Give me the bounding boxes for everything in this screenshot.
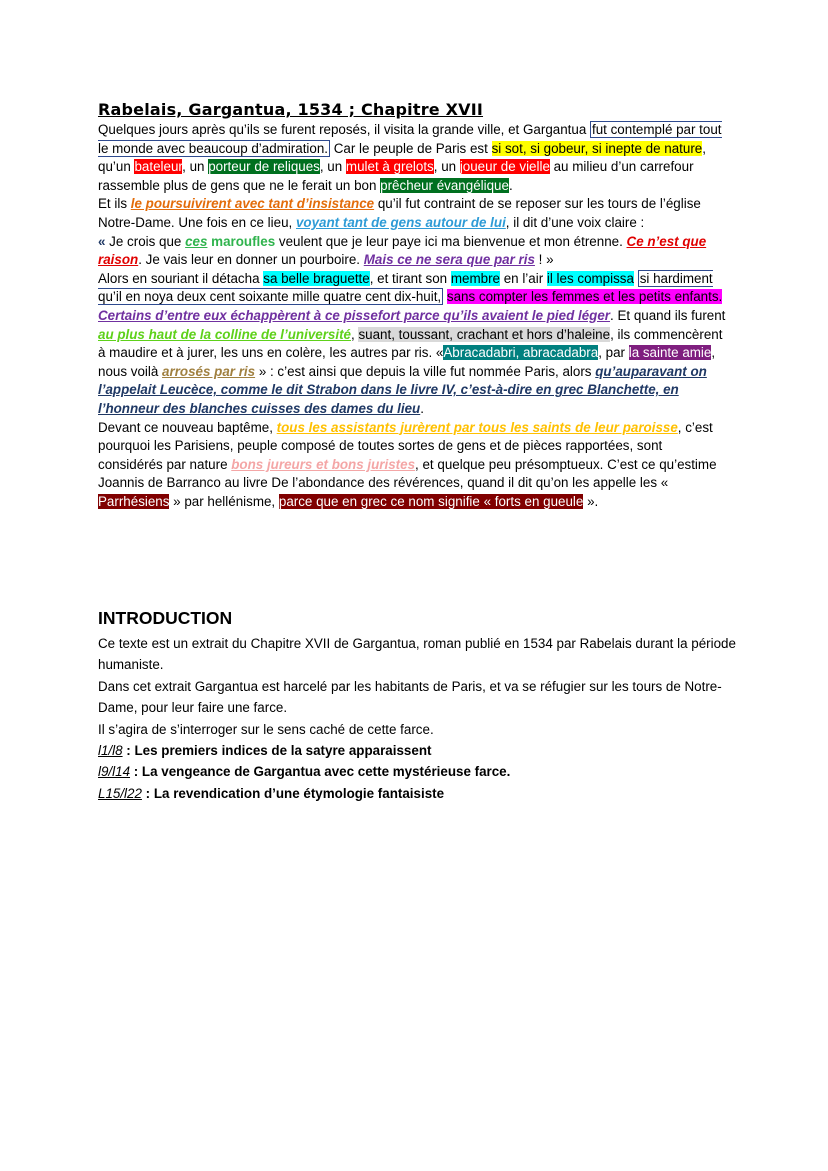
line-reference: L15/l22	[98, 785, 142, 801]
excerpt-paragraph-4	[98, 270, 730, 307]
plan-item	[98, 783, 738, 804]
text-segment: .	[508, 177, 513, 193]
text-segment: ,	[351, 326, 359, 342]
highlight-gray: suant, toussant, crachant et hors d’haleine	[358, 326, 611, 342]
highlight-darkred: parce que en grec ce nom signifie « forts en gueule	[278, 493, 584, 509]
highlight-cyan: membre	[450, 270, 500, 286]
excerpt-paragraph-1	[98, 121, 730, 195]
text-segment: Devant ce nouveau baptême,	[98, 419, 277, 435]
annotation-pink: bons jureurs et bons juristes	[231, 456, 416, 472]
excerpt-title: Rabelais, Gargantua, 1534 ; Chapitre XVII	[98, 100, 484, 119]
excerpt-section	[98, 100, 730, 511]
highlight-darkred: Parrhésiens	[98, 493, 170, 509]
plan-separator: :	[130, 764, 142, 780]
line-reference: l1/l8	[98, 743, 123, 759]
text-segment: , et tirant son	[369, 270, 451, 286]
text-segment: Je crois que	[109, 233, 186, 249]
annotation-violet: Mais ce ne sera que par ris	[363, 252, 535, 268]
text-segment: , un	[319, 159, 346, 175]
quote-open: «	[98, 233, 110, 249]
intro-line: Ce texte est un extrait du Chapitre XVII de Gargantua, roman publié en 1534 par Rabelais durant la période humaniste.	[98, 636, 736, 673]
highlight-yellow: si sot, si gobeur, si inepte de nature	[491, 140, 703, 156]
plan-separator: :	[141, 785, 154, 801]
annotation-box: si hardiment qu’il en noya deux cent soixante mille quatre cent dix-huit,	[98, 270, 713, 305]
text-segment: , par	[598, 345, 629, 361]
annotation-blue: voyant tant de gens autour de lui	[295, 214, 506, 230]
line-reference: l9/l14	[98, 764, 131, 780]
highlight-purple: la sainte amie	[628, 345, 712, 361]
annotation-navy: qu’auparavant on l’appelait Leucèce, comme le dit Strabon dans le livre IV, c’est-à-dire en grec Blanchette, en l’honneur des blanches cuisses des dames du lieu	[98, 363, 707, 416]
excerpt-paragraph-5	[98, 307, 730, 419]
excerpt-paragraph-2	[98, 195, 730, 232]
introduction-section	[98, 608, 738, 804]
text-segment: veulent que je leur paye ici ma bienvenue et mon étrenne.	[275, 233, 627, 249]
plan-item	[98, 740, 738, 761]
highlight-red: mulet à grelots	[345, 159, 434, 175]
text-segment: , qu’un	[98, 140, 706, 175]
text-segment: ».	[583, 493, 599, 509]
plan-label: Les premiers indices de la satyre apparaissent	[134, 743, 432, 759]
highlight-red: bateleur	[134, 159, 183, 175]
excerpt-paragraph-6	[98, 419, 730, 512]
text-segment: au milieu d’un carrefour rassemble plus de gens que ne le ferait un bon	[98, 159, 694, 193]
annotation-green-bold: maroufles	[211, 233, 276, 249]
text-segment: , un	[433, 159, 460, 175]
text-segment: » par hellénisme,	[169, 493, 279, 509]
text-segment: , il dit d’une voix claire :	[505, 214, 645, 230]
annotation-red: Ce n’est que raison	[98, 233, 707, 268]
annotation-gold: tous les assistants jurèrent par tous les saints de leur paroisse	[276, 419, 678, 435]
text-segment: , c’est pourquoi les Parisiens, peuple composé de toutes sortes de gens et de pièces rapportées, sont considérés par nature	[98, 419, 713, 472]
annotation-box: fut contemplé par tout le monde avec beaucoup d’admiration.	[98, 122, 722, 156]
text-segment: .	[420, 400, 424, 416]
text-segment: Alors en souriant il détacha	[98, 270, 264, 286]
highlight-green: porteur de reliques	[208, 159, 320, 175]
text-segment: Quelques jours après qu’ils se furent reposés, il visita la grande ville, et Gargantua	[98, 122, 590, 137]
highlight-cyan: il les compissa	[546, 270, 634, 286]
text-segment: qu’il fut contraint de se reposer sur les tours de l’église Notre-Dame. Une fois en ce lieu,	[98, 196, 701, 230]
intro-line: Il s’agira de s’interroger sur le sens caché de cette farce.	[98, 721, 434, 737]
annotation-orange: le poursuivirent avec tant d’insistance	[130, 196, 375, 212]
plan-item	[98, 761, 738, 782]
text-segment: . Je vais leur en donner un pourboire.	[138, 252, 364, 268]
excerpt-paragraph-3	[98, 233, 730, 270]
intro-line: Dans cet extrait Gargantua est harcelé par les habitants de Paris, et va se réfugier sur les tours de Notre-Dame, pour leur faire une farce.	[98, 678, 722, 716]
text-segment: , un	[182, 159, 209, 175]
highlight-teal: Abracadabri, abracadabra	[443, 345, 599, 361]
text-segment: en l’air	[499, 270, 547, 286]
highlight-green: prêcheur évangélique	[380, 177, 509, 193]
plan-separator: :	[122, 743, 135, 759]
text-segment: Et ils	[98, 196, 131, 212]
plan-label: La vengeance de Gargantua avec cette mystérieuse farce.	[141, 764, 511, 780]
annotation-violet: Certains d’entre eux échappèrent à ce pissefort parce qu’ils avaient le pied léger	[98, 307, 611, 323]
text-segment: , ils commencèrent à maudire et à jurer, les uns en colère, les autres par ris. «	[98, 326, 723, 361]
annotation-green: ces	[185, 233, 208, 249]
highlight-red: joueur de vielle	[459, 159, 550, 175]
text-segment: » : c’est ainsi que depuis la ville fut nommée Paris, alors	[255, 363, 596, 379]
text-segment: , nous voilà	[98, 345, 716, 379]
text-segment: . Et quand ils furent	[610, 307, 726, 323]
highlight-magenta: sans compter les femmes et les petits enfants.	[446, 289, 723, 305]
plan-label: La revendication d’une étymologie fantaisiste	[153, 785, 445, 801]
highlight-cyan: sa belle braguette	[263, 270, 370, 286]
annotation-brown: arrosés par ris	[162, 363, 256, 379]
annotation-lime: au plus haut de la colline de l’université	[98, 326, 351, 342]
text-segment: Car le peuple de Paris est	[330, 140, 492, 156]
introduction-heading: INTRODUCTION	[98, 608, 233, 628]
text-segment: ! »	[534, 252, 554, 268]
text-segment: , et quelque peu présomptueux. C’est ce qu’estime Joannis de Barranco au livre De l’abondance des révérences, quand il dit qu’on les appelle les «	[98, 456, 717, 491]
